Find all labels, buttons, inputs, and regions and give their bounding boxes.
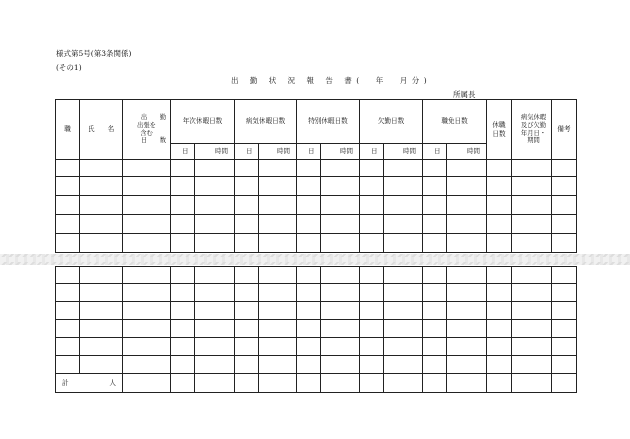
unit-hours-sick: 時間 <box>259 144 297 160</box>
attendance-days-line-1: 出 勤 <box>140 113 166 121</box>
table-row <box>56 284 577 302</box>
unit-day-absence: 日 <box>360 144 384 160</box>
table-row <box>56 302 577 320</box>
total-row <box>56 374 577 393</box>
col-header-sick-absence-period <box>512 100 552 160</box>
unit-day-special: 日 <box>297 144 321 160</box>
table-row <box>56 356 577 374</box>
table-row <box>56 177 577 196</box>
suspension-days-line-2: 日数 <box>492 129 506 138</box>
table-row <box>56 338 577 356</box>
total-cell <box>56 374 123 393</box>
attendance-days-line-3: 含む <box>140 129 153 137</box>
attendance-days-line-4: 日 数 <box>140 137 166 145</box>
col-header-exemption: 職免日数 <box>423 100 487 144</box>
table-row <box>56 160 577 177</box>
table-break-band <box>0 254 630 265</box>
unit-hours-special: 時間 <box>321 144 360 160</box>
col-header-remarks: 備考 <box>552 100 577 160</box>
col-header-suspension-days <box>487 100 512 160</box>
unit-hours-exemption: 時間 <box>447 144 487 160</box>
document-title: 出 勤 状 況 報 告 書( 年 月分) <box>231 76 432 85</box>
table-row <box>56 234 577 253</box>
table-row <box>56 267 577 284</box>
col-header-position: 職 <box>56 100 80 160</box>
table-row <box>56 320 577 338</box>
col-header-absence: 欠勤日数 <box>360 100 423 144</box>
department-head-label: 所属長 <box>453 90 476 99</box>
attendance-table-top <box>55 99 577 253</box>
table-row <box>56 215 577 234</box>
unit-day-annual: 日 <box>171 144 195 160</box>
sick-absence-line-4: 期間 <box>527 137 540 145</box>
part-label: (その1) <box>56 63 82 72</box>
sick-absence-line-2: 及び欠勤 <box>520 121 547 129</box>
suspension-days-line-1: 休職 <box>492 121 506 130</box>
col-header-annual-leave: 年次休暇日数 <box>171 100 235 144</box>
col-header-name: 氏 名 <box>80 100 123 160</box>
sick-absence-line-3: 年月日・ <box>520 129 547 137</box>
col-header-attendance-days <box>123 100 171 160</box>
unit-hours-annual: 時間 <box>195 144 235 160</box>
col-header-sick-leave: 病気休暇日数 <box>235 100 297 144</box>
col-header-special-leave: 特別休暇日数 <box>297 100 360 144</box>
attendance-days-line-2: 出張を <box>137 121 156 129</box>
form-number: 様式第5号(第3条関係) <box>56 49 132 58</box>
sick-absence-line-1: 病気休暇 <box>520 113 547 121</box>
total-label: 計 <box>62 378 69 387</box>
header-row <box>56 100 577 144</box>
attendance-table-bottom <box>55 266 577 393</box>
unit-hours-absence: 時間 <box>384 144 423 160</box>
total-unit: 人 <box>109 378 116 387</box>
unit-day-sick: 日 <box>235 144 259 160</box>
table-row <box>56 196 577 215</box>
unit-day-exemption: 日 <box>423 144 447 160</box>
